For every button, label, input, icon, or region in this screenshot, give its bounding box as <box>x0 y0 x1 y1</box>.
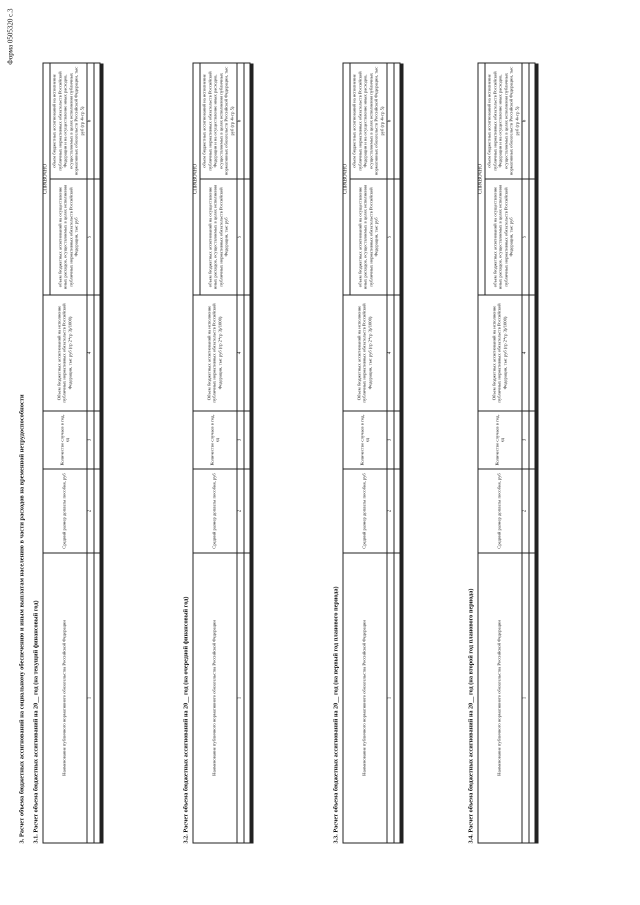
cell-other-expenses[interactable] <box>393 179 399 295</box>
cell-other-expenses[interactable] <box>243 179 249 295</box>
column-number: 2 <box>86 469 93 553</box>
calculation-table <box>477 62 535 843</box>
cell-obligation-name[interactable] <box>243 553 249 843</box>
header-avg-payment: Средний размер доплаты пособия, руб <box>193 469 237 553</box>
column-number: 6 <box>236 63 243 179</box>
header-cases-count: Количество случаев в год, ед <box>478 411 522 469</box>
total-line <box>400 63 403 843</box>
section-title: 3.2. Расчет объема бюджетных ассигнований на 20__ год (на очередной финансовый год) <box>182 596 189 843</box>
column-number: 3 <box>386 411 393 469</box>
calculation-table <box>192 62 250 843</box>
column-number: 1 <box>86 553 93 843</box>
header-cases-count: Количество случаев в год, ед <box>43 411 87 469</box>
form-code: Форма 0505320 с.3 <box>6 8 14 65</box>
total-line <box>535 63 538 843</box>
cell-total-volume[interactable] <box>528 63 534 179</box>
section-3-3 <box>330 63 403 843</box>
section-3-2 <box>180 63 253 843</box>
cell-obligation-name[interactable] <box>393 553 399 843</box>
cell-budget-volume[interactable] <box>243 295 249 411</box>
cell-avg-payment[interactable] <box>93 469 99 553</box>
header-other-expenses: объем бюджетных ассигнований на осуществление иных расходов, осуществляемых в целях исполнения публичных нормативных обязательств Российской Федерации, тыс руб <box>200 179 237 295</box>
column-number: 6 <box>521 63 528 179</box>
cell-total-volume[interactable] <box>243 63 249 179</box>
header-obligation-name: Наименование публичного нормативного обязательства Российской Федерации <box>343 553 387 843</box>
column-number: 5 <box>236 179 243 295</box>
cell-avg-payment[interactable] <box>528 469 534 553</box>
table-row <box>393 63 399 843</box>
header-avg-payment: Средний размер доплаты пособия, руб <box>343 469 387 553</box>
section-title: 3.4. Расчет объема бюджетных ассигнований на 20__ год (на второй год планового периода) <box>467 588 474 843</box>
cell-budget-volume[interactable] <box>93 295 99 411</box>
header-obligation-name: Наименование публичного нормативного обязательства Российской Федерации <box>478 553 522 843</box>
cell-budget-volume[interactable] <box>528 295 534 411</box>
column-number: 2 <box>236 469 243 553</box>
column-number: 3 <box>521 411 528 469</box>
calculation-table <box>342 62 400 843</box>
column-number: 2 <box>386 469 393 553</box>
column-number: 3 <box>236 411 243 469</box>
calculation-table <box>42 62 100 843</box>
cell-cases-count[interactable] <box>393 411 399 469</box>
column-number: 2 <box>521 469 528 553</box>
header-other-expenses: объем бюджетных ассигнований на осуществление иных расходов, осуществляемых в целях исполнения публичных нормативных обязательств Российской Федерации, тыс руб <box>485 179 522 295</box>
cell-avg-payment[interactable] <box>243 469 249 553</box>
table-row <box>243 63 249 843</box>
header-avg-payment: Средний размер доплаты пособия, руб <box>43 469 87 553</box>
header-budget-volume: Объем бюджетных ассигнований на исполнение публичных нормативных обязательств Российской Федерации, тыс руб (гр 2*гр 3)/1000) <box>193 295 237 411</box>
cell-cases-count[interactable] <box>93 411 99 469</box>
section-3-1 <box>30 63 103 843</box>
header-total-volume: объем бюджетных ассигнований на исполнение публичных нормативных обязательств Российской Федерации и на осуществление иных расходов, осуществляемых в целях исполнения публичных нормативных обязательств Российской Федерации, тыс руб (гр 4+гр 5) <box>485 63 522 179</box>
column-number: 6 <box>386 63 393 179</box>
cell-other-expenses[interactable] <box>93 179 99 295</box>
section-title: 3.1. Расчет объема бюджетных ассигнований на 20__ год (на текущий финансовый год) <box>32 599 39 843</box>
column-number: 3 <box>86 411 93 469</box>
header-total-volume: объем бюджетных ассигнований на исполнение публичных нормативных обязательств Российской Федерации и на осуществление иных расходов, осуществляемых в целях исполнения публичных нормативных обязательств Российской Федерации, тыс руб (гр 4+гр 5) <box>50 63 87 179</box>
column-number: 5 <box>521 179 528 295</box>
cell-obligation-name[interactable] <box>528 553 534 843</box>
header-obligation-name: Наименование публичного нормативного обязательства Российской Федерации <box>43 553 87 843</box>
column-number: 4 <box>86 295 93 411</box>
reference-label: СПРАВОЧНО <box>43 63 50 295</box>
section-title: 3.3. Расчет объема бюджетных ассигнований на 20__ год (на первый год планового периода) <box>332 585 339 843</box>
header-obligation-name: Наименование публичного нормативного обязательства Российской Федерации <box>193 553 237 843</box>
cell-budget-volume[interactable] <box>393 295 399 411</box>
total-line <box>100 63 103 843</box>
header-budget-volume: Объем бюджетных ассигнований на исполнение публичных нормативных обязательств Российской Федерации, тыс руб (гр 2*гр 3)/1000) <box>478 295 522 411</box>
table-row <box>93 63 99 843</box>
column-number: 1 <box>386 553 393 843</box>
column-number: 4 <box>386 295 393 411</box>
header-other-expenses: объем бюджетных ассигнований на осуществление иных расходов, осуществляемых в целях исполнения публичных нормативных обязательств Российской Федерации, тыс руб <box>350 179 387 295</box>
header-budget-volume: Объем бюджетных ассигнований на исполнение публичных нормативных обязательств Российской Федерации, тыс руб (гр 2*гр 3)/1000) <box>343 295 387 411</box>
cell-cases-count[interactable] <box>528 411 534 469</box>
header-budget-volume: Объем бюджетных ассигнований на исполнение публичных нормативных обязательств Российской Федерации, тыс руб (гр 2*гр 3)/1000) <box>43 295 87 411</box>
cell-other-expenses[interactable] <box>528 179 534 295</box>
cell-total-volume[interactable] <box>93 63 99 179</box>
header-other-expenses: объем бюджетных ассигнований на осуществление иных расходов, осуществляемых в целях исполнения публичных нормативных обязательств Российской Федерации, тыс руб <box>50 179 87 295</box>
column-number: 5 <box>86 179 93 295</box>
column-number: 6 <box>86 63 93 179</box>
cell-avg-payment[interactable] <box>393 469 399 553</box>
header-cases-count: Количество случаев в год, ед <box>343 411 387 469</box>
table-row <box>528 63 534 843</box>
cell-cases-count[interactable] <box>243 411 249 469</box>
header-total-volume: объем бюджетных ассигнований на исполнение публичных нормативных обязательств Российской Федерации и на осуществление иных расходов, осуществляемых в целях исполнения публичных нормативных обязательств Российской Федерации, тыс руб (гр 4+гр 5) <box>350 63 387 179</box>
column-number: 1 <box>236 553 243 843</box>
column-number: 4 <box>236 295 243 411</box>
reference-label: СПРАВОЧНО <box>343 63 350 295</box>
header-cases-count: Количество случаев в год, ед <box>193 411 237 469</box>
header-total-volume: объем бюджетных ассигнований на исполнение публичных нормативных обязательств Российской Федерации и на осуществление иных расходов, осуществляемых в целях исполнения публичных нормативных обязательств Российской Федерации, тыс руб (гр 4+гр 5) <box>200 63 237 179</box>
column-number: 4 <box>521 295 528 411</box>
section-3-4 <box>465 63 538 843</box>
cell-total-volume[interactable] <box>393 63 399 179</box>
reference-label: СПРАВОЧНО <box>193 63 200 295</box>
column-number: 5 <box>386 179 393 295</box>
total-line <box>250 63 253 843</box>
main-title: 3. Расчет объема бюджетных ассигнований на социальному обеспечению и иным выплатам населению в части расходов на временной нетрудоспособности <box>18 393 25 843</box>
cell-obligation-name[interactable] <box>93 553 99 843</box>
reference-label: СПРАВОЧНО <box>478 63 485 295</box>
header-avg-payment: Средний размер доплаты пособия, руб <box>478 469 522 553</box>
column-number: 1 <box>521 553 528 843</box>
